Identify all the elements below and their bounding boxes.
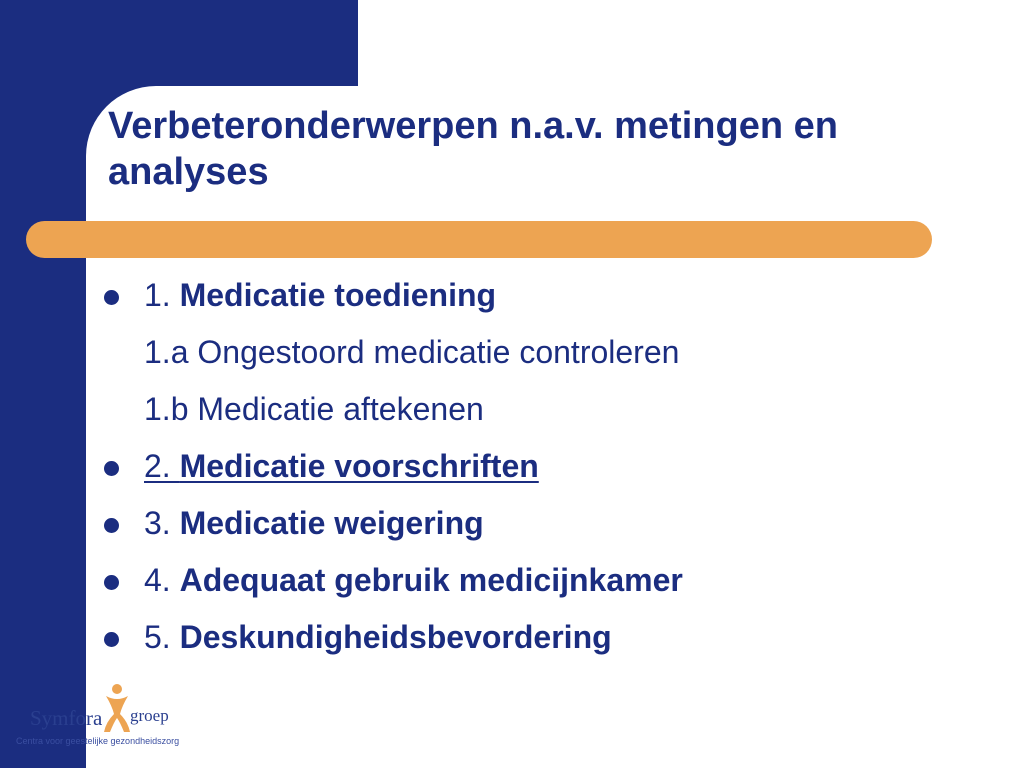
logo-name: Symfora	[30, 706, 103, 730]
item-number: 3.	[144, 505, 180, 541]
item-number: 1.	[144, 277, 180, 313]
item-label: Deskundigheidsbevordering	[179, 619, 612, 655]
bullet-dot-icon	[104, 518, 119, 533]
item-label: Adequaat gebruik medicijnkamer	[179, 562, 683, 598]
list-item-3	[104, 498, 984, 555]
item-label: Medicatie voorschriften	[179, 448, 539, 484]
item-label: Medicatie toediening	[179, 277, 497, 313]
title-divider-bar	[26, 221, 932, 258]
logo-tagline: Centra voor geestelijke gezondheidszorg	[16, 736, 180, 746]
slide-title: Verbeteronderwerpen n.a.v. metingen en analyses	[108, 105, 838, 193]
item-number: 4.	[144, 562, 180, 598]
item-link[interactable]	[144, 448, 539, 484]
item-number: 2.	[144, 448, 180, 484]
bullet-list	[104, 270, 984, 669]
subitem-text: 1.b Medicatie aftekenen	[144, 391, 484, 427]
symfora-logo	[10, 678, 250, 758]
bullet-dot-icon	[104, 632, 119, 647]
list-item-2[interactable]	[104, 441, 984, 498]
list-subitem-1b	[104, 384, 984, 441]
subitem-text: 1.a Ongestoord medicatie controleren	[144, 334, 680, 370]
list-item-4	[104, 555, 984, 612]
logo-suffix: groep	[130, 706, 169, 725]
item-number: 5.	[144, 619, 180, 655]
list-item-1	[104, 270, 984, 327]
person-figure-icon	[100, 682, 134, 734]
bullet-dot-icon	[104, 575, 119, 590]
bullet-dot-icon	[104, 290, 119, 305]
list-subitem-1a	[104, 327, 984, 384]
bullet-dot-icon	[104, 461, 119, 476]
item-label: Medicatie weigering	[179, 505, 484, 541]
list-item-5	[104, 612, 984, 669]
